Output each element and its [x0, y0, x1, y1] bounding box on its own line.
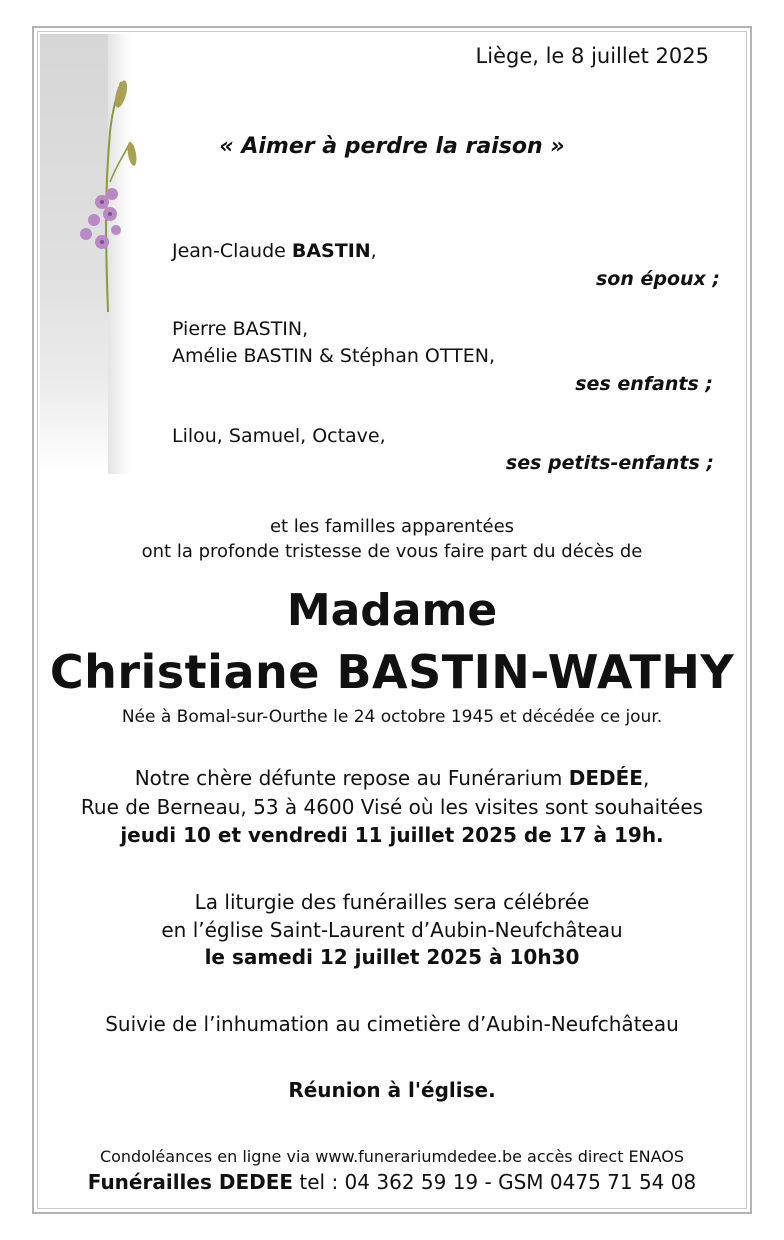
funeral-line-2: en l’église Saint-Laurent d’Aubin-Neufchâteau — [161, 918, 623, 942]
condolences-line: Condoléances en ligne via www.funerariumdedee.be accès direct ENAOS — [99, 1147, 685, 1166]
visitation-text: Notre chère défunte repose au Funérarium — [134, 766, 569, 790]
flower-illustration — [66, 72, 156, 322]
reunion-line: Réunion à l'église. — [288, 1078, 496, 1102]
spouse-first-name: Jean-Claude — [172, 240, 292, 262]
visitation-line-2: Rue de Berneau, 53 à 4600 Visé où les visites sont souhaitées — [80, 795, 704, 819]
grandchildren-names: Lilou, Samuel, Octave, — [172, 425, 386, 447]
spouse-last-name: BASTIN — [291, 240, 371, 262]
spouse-name — [172, 240, 377, 262]
deceased-name: Christiane BASTIN-WATHY — [49, 645, 735, 699]
funeral-line-1: La liturgie des funérailles sera célébrée — [194, 890, 590, 914]
children-role: ses enfants ; — [575, 373, 713, 395]
quote: « Aimer à perdre la raison » — [219, 134, 565, 159]
visitation-comma: , — [642, 766, 650, 790]
company-name: Funérailles DEDEE — [87, 1170, 294, 1194]
company-contact-line — [0, 1170, 784, 1194]
contact-numbers: tel : 04 362 59 19 - GSM 0475 71 54 08 — [293, 1170, 697, 1194]
funeral-date: le samedi 12 juillet 2025 à 10h30 — [204, 945, 580, 969]
child-name-2: Amélie BASTIN & Stéphan OTTEN, — [172, 345, 496, 367]
intro-line-2: ont la profonde tristesse de vous faire part du décès de — [141, 541, 643, 562]
date-line: Liège, le 8 juillet 2025 — [475, 44, 709, 68]
spouse-suffix: , — [370, 240, 377, 262]
child-name-1: Pierre BASTIN, — [172, 318, 309, 340]
burial-line: Suivie de l’inhumation au cimetière d’Aubin-Neufchâteau — [105, 1012, 679, 1036]
deceased-title: Madame — [286, 585, 498, 636]
spouse-role: son époux ; — [595, 268, 720, 290]
grandchildren-role: ses petits-enfants ; — [505, 452, 714, 474]
funerarium-name: DEDÉE — [568, 766, 643, 790]
visitation-dates: jeudi 10 et vendredi 11 juillet 2025 de 17 à 19h. — [120, 823, 664, 847]
birth-death-line: Née à Bomal-sur-Ourthe le 24 octobre 1945 et décédée ce jour. — [121, 707, 663, 727]
visitation-line-1 — [0, 766, 784, 790]
intro-line-1: et les familles apparentées — [269, 516, 515, 537]
